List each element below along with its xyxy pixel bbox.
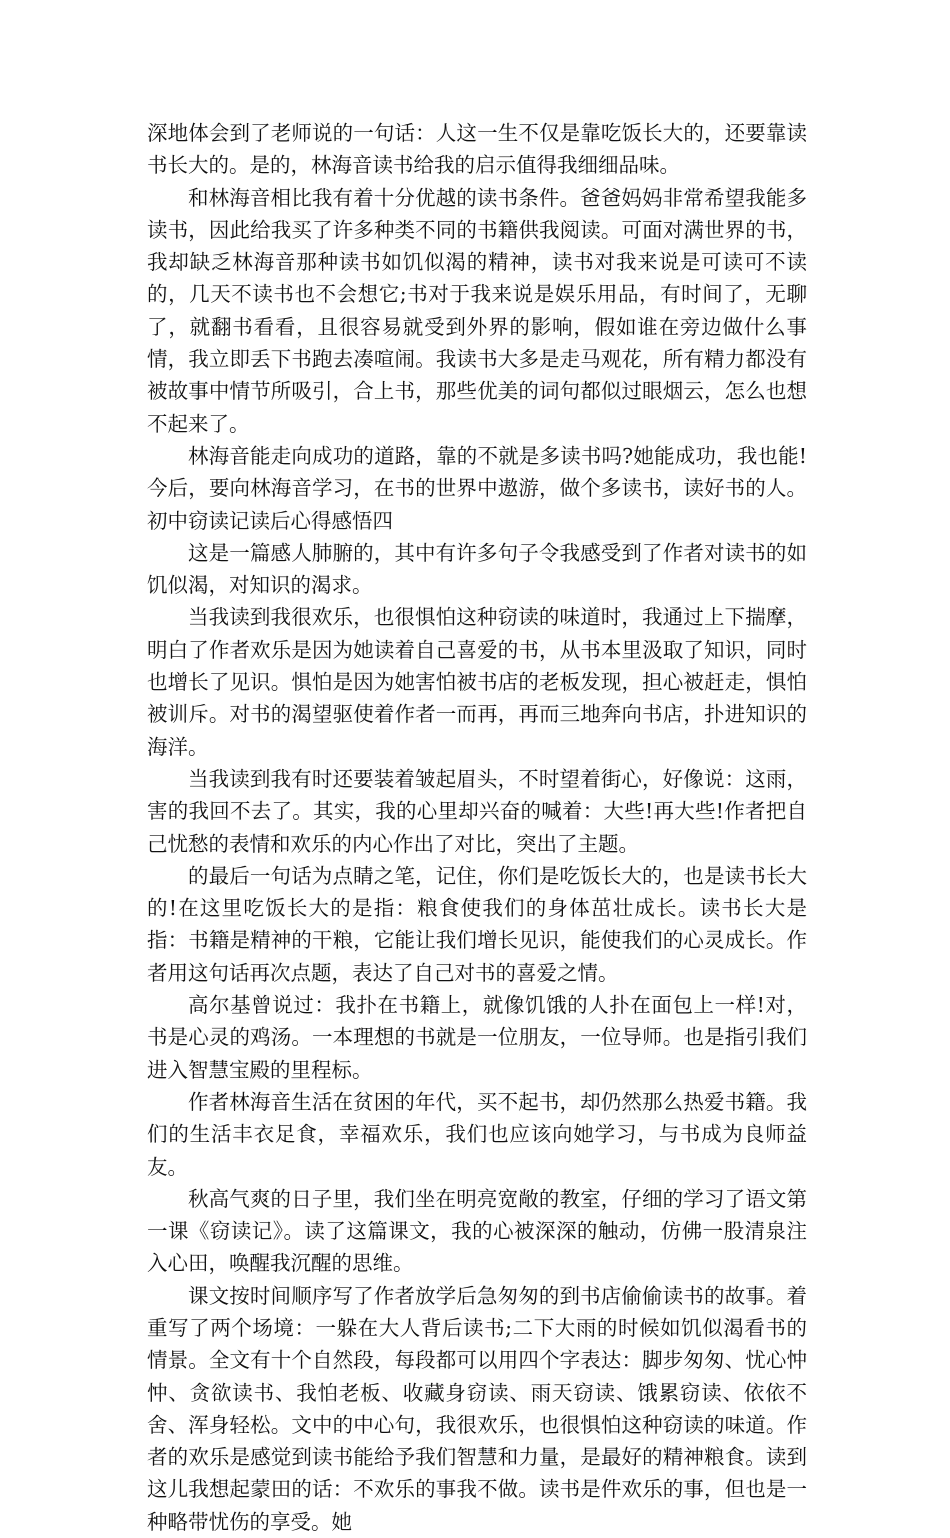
paragraph-continued: 深地体会到了老师说的一句话：人这一生不仅是靠吃饭长大的，还要靠读书长大的。是的，林海音读书给我的启示值得我细细品味。 <box>147 121 807 178</box>
paragraph: 作者林海音生活在贫困的年代，买不起书，却仍然那么热爱书籍。我们的生活丰衣足食，幸福欢乐，我们也应该向她学习，与书成为良师益友。 <box>147 1089 807 1179</box>
paragraph: 课文按时间顺序写了作者放学后急匆匆的到书店偷偷读书的故事。着重写了两个场境：一躲在大人背后读书;二下大雨的时候如饥似渴看书的情景。全文有十个自然段，每段都可以用四个字表达：脚步匆匆、忧心忡忡、贪欲读书、我怕老板、收藏身窃读、雨天窃读、饿累窃读、依依不舍、浑身轻松。文中的中心句，我很欢乐，也很惧怕这种窃读的味道。作者的欢乐是感觉到读书能给予我们智慧和力量，是最好的精神粮食。读到这儿我想起蒙田的话：不欢乐的事我不做。读书是件欢乐的事，但也是一种略带忧伤的享受。她 <box>147 1283 807 1534</box>
paragraph: 和林海音相比我有着十分优越的读书条件。爸爸妈妈非常希望我能多读书，因此给我买了许多种类不同的书籍供我阅读。可面对满世界的书，我却缺乏林海音那种读书如饥似渴的精神，读书对我来说是可读可不读的，几天不读书也不会想它;书对于我来说是娱乐用品，有时间了，无聊了，就翻书看看，且很容易就受到外界的影响，假如谁在旁边做什么事情，我立即丢下书跑去凑喧闹。我读书大多是走马观花，所有精力都没有被故事中情节所吸引，合上书，那些优美的词句都似过眼烟云，怎么也想不起来了。 <box>147 185 807 436</box>
paragraph: 这是一篇感人肺腑的，其中有许多句子令我感受到了作者对读书的如饥似渴，对知识的渴求。 <box>147 540 807 598</box>
paragraph: 林海音能走向成功的道路，靠的不就是多读书吗?她能成功，我也能!今后，要向林海音学习，在书的世界中遨游，做个多读书，读好书的人。初中窃读记读后心得感悟四 <box>147 443 807 533</box>
paragraph: 秋高气爽的日子里，我们坐在明亮宽敞的教室，仔细的学习了语文第一课《窃读记》。读了这篇课文，我的心被深深的触动，仿佛一股清泉注入心田，唤醒我沉醒的思维。 <box>147 1186 807 1276</box>
paragraph: 的最后一句话为点睛之笔，记住，你们是吃饭长大的，也是读书长大的!在这里吃饭长大的是指：粮食使我们的身体茁壮成长。读书长大是指：书籍是精神的干粮，它能让我们增长见识，能使我们的心灵成长。作者用这句话再次点题，表达了自己对书的喜爱之情。 <box>147 863 807 985</box>
paragraph: 当我读到我有时还要装着皱起眉头，不时望着街心，好像说：这雨，害的我回不去了。其实，我的心里却兴奋的喊着：大些!再大些!作者把自己忧愁的表情和欢乐的内心作出了对比，突出了主题。 <box>147 766 807 856</box>
paragraph: 高尔基曾说过：我扑在书籍上，就像饥饿的人扑在面包上一样!对，书是心灵的鸡汤。一本理想的书就是一位朋友，一位导师。也是指引我们进入智慧宝殿的里程标。 <box>147 993 807 1082</box>
paragraph: 当我读到我很欢乐，也很惧怕这种窃读的味道时，我通过上下揣摩，明白了作者欢乐是因为她读着自己喜爱的书，从书本里汲取了知识，同时也增长了见识。惧怕是因为她害怕被书店的老板发现，担心被赶走，惧怕被训斥。对书的渴望驱使着作者一而再，再而三地奔向书店，扑进知识的海洋。 <box>147 605 807 759</box>
document-body <box>147 117 807 1538</box>
